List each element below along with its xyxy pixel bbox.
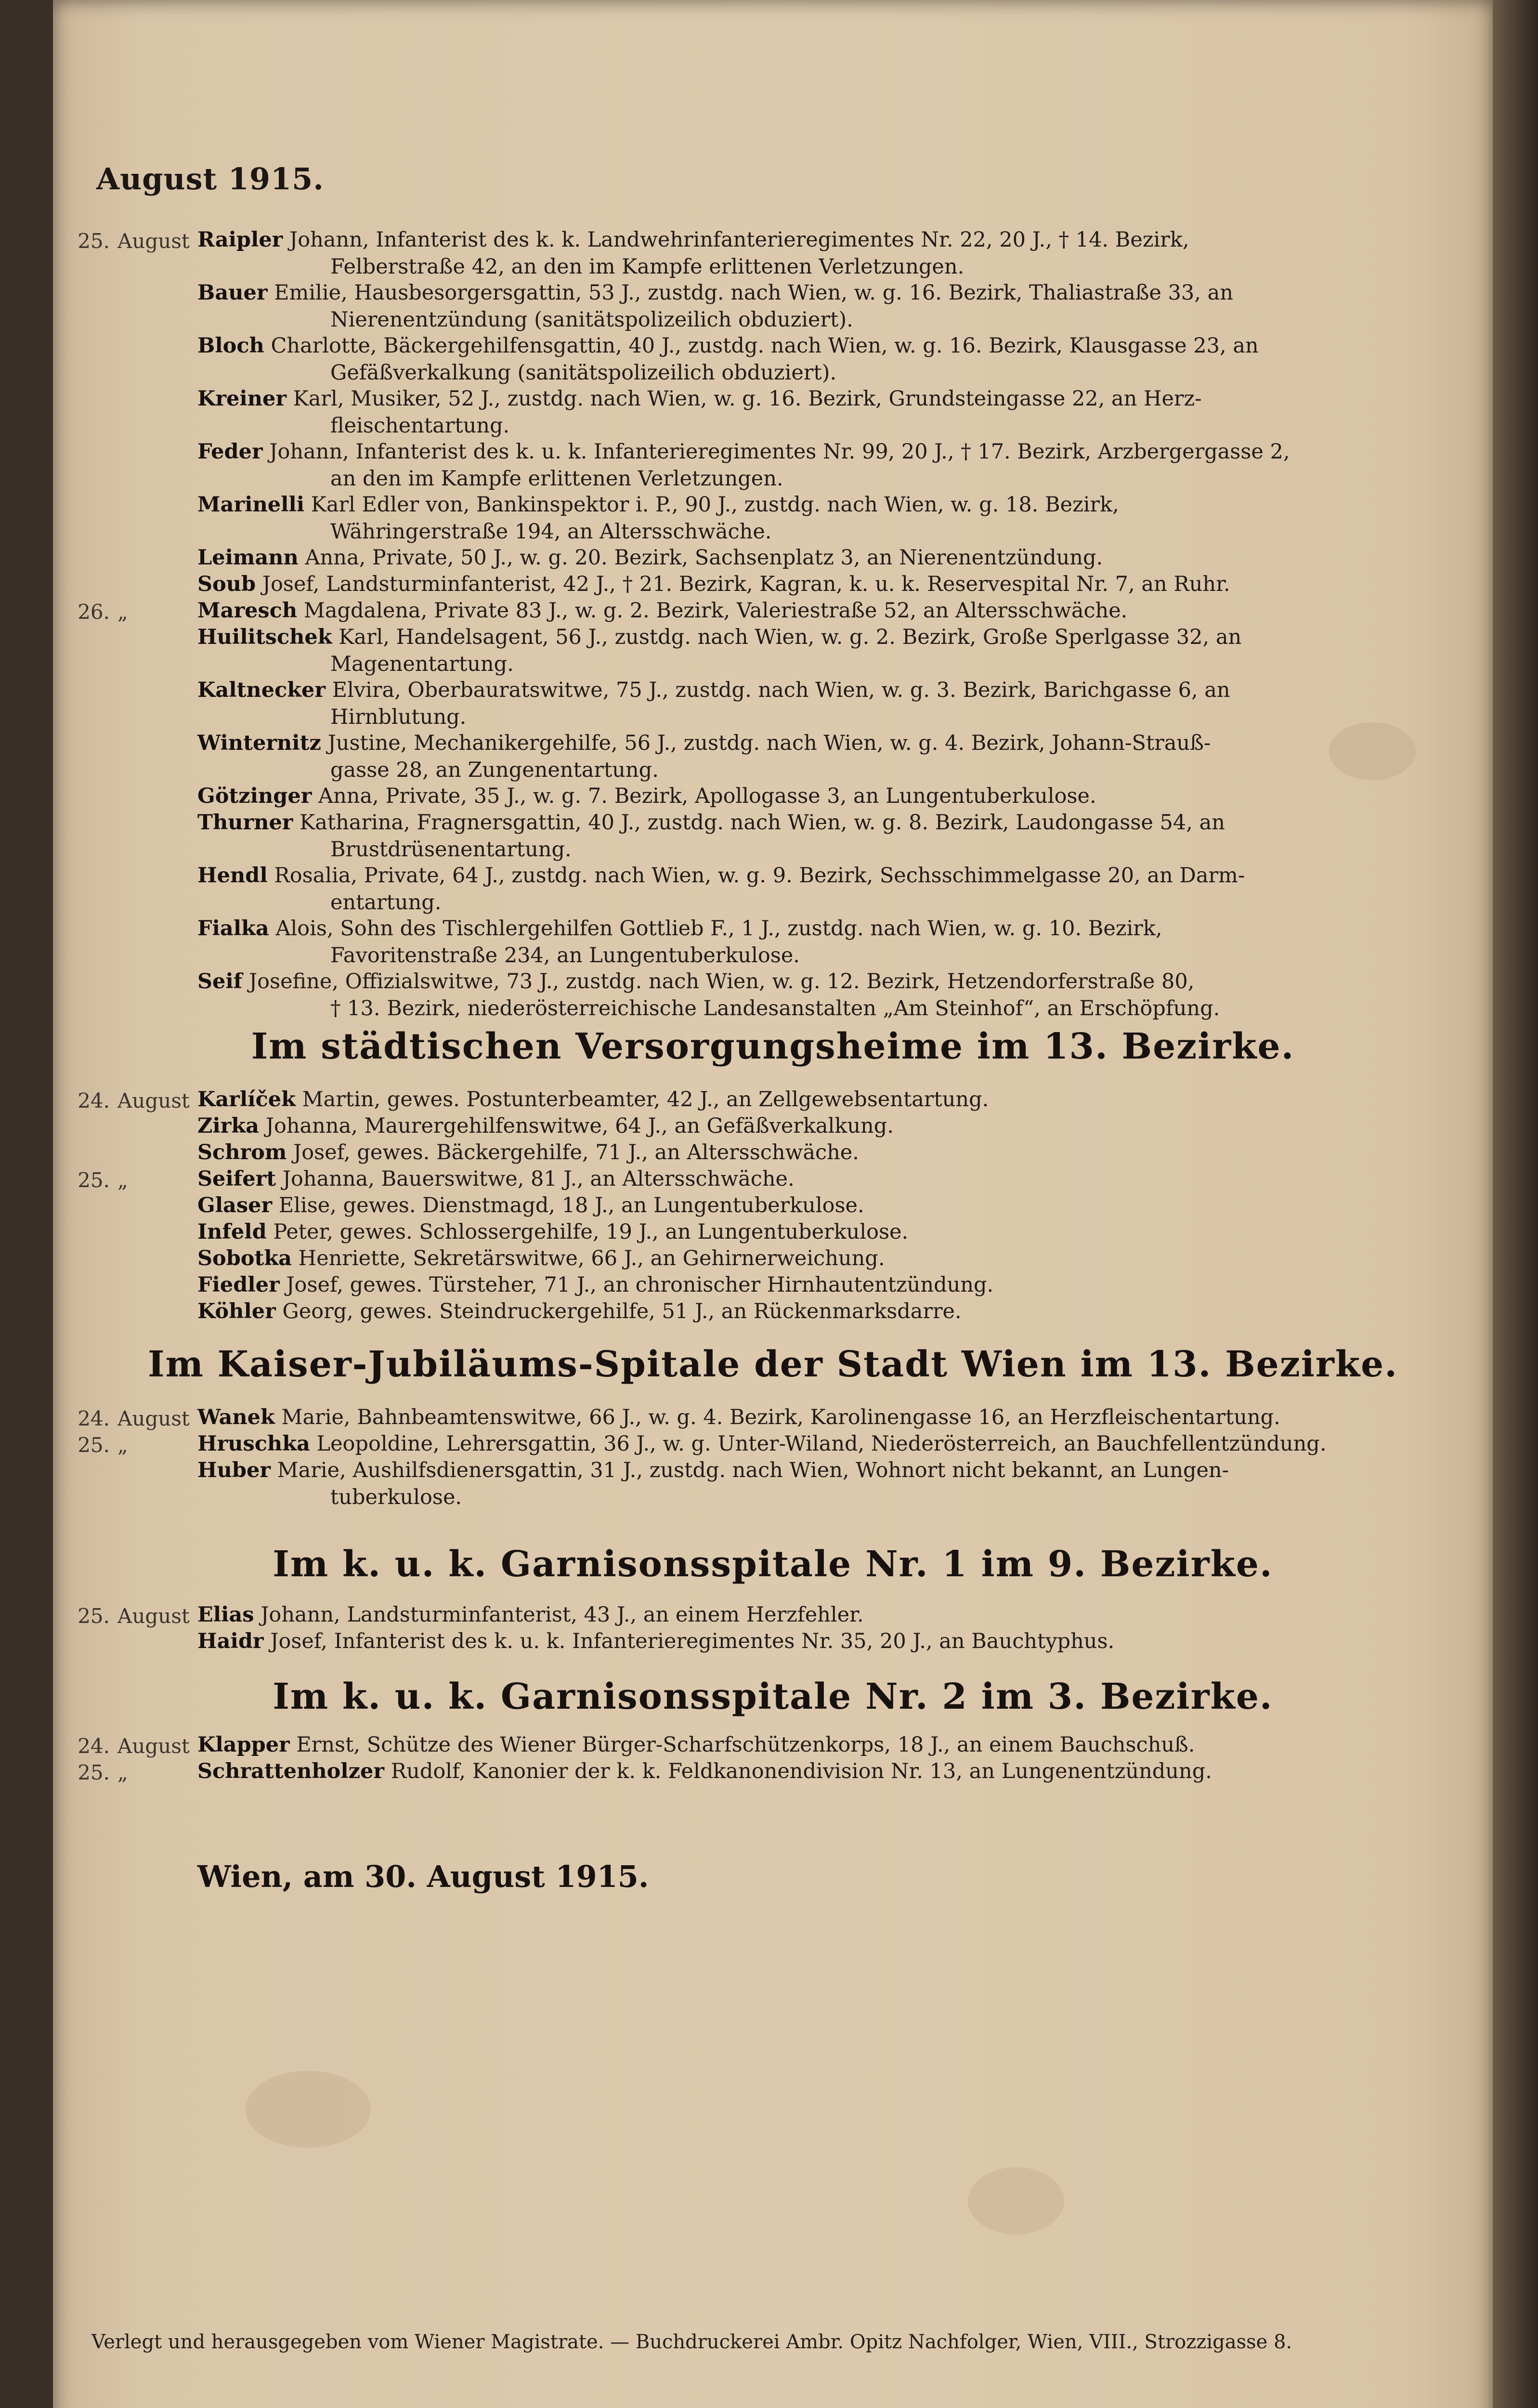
entry-date bbox=[76, 494, 117, 518]
entry-text bbox=[197, 332, 1411, 386]
newspaper-page bbox=[53, 0, 1493, 2408]
entry-text bbox=[197, 1457, 1411, 1511]
entry-text bbox=[197, 862, 1411, 916]
entry-line-2: an den im Kampfe erlittenen Verletzungen. bbox=[330, 467, 783, 491]
entry-surname: Hruschka bbox=[197, 1432, 310, 1456]
entry-text bbox=[197, 1165, 1411, 1192]
entry-first-line bbox=[197, 784, 1096, 808]
entry-first-line bbox=[197, 440, 1290, 464]
entry-text bbox=[197, 968, 1411, 1022]
entry-surname: Wanek bbox=[197, 1405, 275, 1429]
entry-date-month: „ bbox=[117, 1433, 128, 1457]
entry-first-line bbox=[197, 1458, 1229, 1482]
entry-surname: Maresch bbox=[197, 599, 298, 623]
entry-text bbox=[197, 624, 1411, 678]
imprint-footer: Verlegt und herausgegeben vom Wiener Magistrate. — Buchdruckerei Ambr. Opitz Nachfolger, Wien, VIII., Strozzigasse 8. bbox=[91, 2331, 1292, 2353]
page-header: August 1915. bbox=[96, 161, 324, 196]
entry-text bbox=[197, 438, 1411, 492]
entry-first-line bbox=[197, 334, 1259, 358]
entry-text bbox=[197, 544, 1411, 571]
entry-line-2: gasse 28, an Zungenentartung. bbox=[330, 758, 659, 782]
entry-first-line bbox=[197, 811, 1225, 835]
entry-surname: Infeld bbox=[197, 1220, 267, 1244]
entry-surname: Karlíček bbox=[197, 1087, 296, 1112]
entry-text bbox=[197, 677, 1411, 731]
entry-line-1: Karl, Musiker, 52 J., zustdg. nach Wien, w. g. 16. Bezirk, Grundsteingasse 22, an Herz- bbox=[293, 387, 1202, 411]
entry-line-2: fleischentartung. bbox=[330, 414, 510, 438]
entry-line-1: Peter, gewes. Schlossergehilfe, 19 J., an Lungentuberkulose. bbox=[273, 1220, 909, 1244]
entry-line-1: Katharina, Fragnersgattin, 40 J., zustdg. nach Wien, w. g. 8. Bezirk, Laudongasse 54, an bbox=[300, 811, 1225, 835]
entry-line-2: Währingerstraße 194, an Altersschwäche. bbox=[330, 520, 772, 544]
entry-line-1: Rudolf, Kanonier der k. k. Feldkanonendivision Nr. 13, an Lungenentzündung. bbox=[391, 1759, 1212, 1783]
entry-text bbox=[197, 1271, 1411, 1298]
entry-surname: Zirka bbox=[197, 1114, 260, 1138]
entry-first-line bbox=[197, 1603, 864, 1627]
entry-first-line bbox=[197, 1220, 908, 1244]
entry-line-1: Rosalia, Private, 64 J., zustdg. nach Wien, w. g. 9. Bezirk, Sechsschimmelgasse 20, an Darm- bbox=[274, 864, 1245, 888]
entry-date bbox=[76, 388, 117, 412]
entry-first-line bbox=[197, 493, 1119, 517]
entry-surname: Bloch bbox=[197, 334, 264, 358]
entry-text bbox=[197, 1731, 1411, 1758]
entry-surname: Soub bbox=[197, 572, 256, 596]
entry-text bbox=[197, 226, 1411, 280]
entry-text bbox=[197, 915, 1411, 969]
entry-first-line bbox=[197, 281, 1233, 305]
entry-line-1: Josef, gewes. Türsteher, 71 J., an chronischer Hirnhautentzündung. bbox=[286, 1273, 994, 1297]
entry-date bbox=[76, 812, 117, 836]
entry-surname: Seif bbox=[197, 969, 243, 994]
entry-line-1: Magdalena, Private 83 J., w. g. 2. Bezirk, Valeriestraße 52, an Altersschwäche. bbox=[303, 599, 1128, 623]
entry-surname: Sobotka bbox=[197, 1246, 292, 1270]
entry-line-1: Martin, gewes. Postunterbeamter, 42 J., an Zellgewebsentartung. bbox=[302, 1087, 989, 1112]
entry-surname: Winternitz bbox=[197, 731, 321, 755]
entry-date-day: 26. bbox=[78, 600, 110, 624]
entry-date bbox=[76, 918, 117, 942]
entry-line-1: Elise, gewes. Dienstmagd, 18 J., an Lungentuberkulose. bbox=[278, 1193, 864, 1217]
entry-first-line bbox=[197, 1273, 993, 1297]
entry-date bbox=[76, 547, 117, 571]
entry-first-line bbox=[197, 969, 1194, 994]
entry-line-1: Johann, Infanterist des k. u. k. Infanterieregimentes Nr. 99, 20 J., † 17. Bezirk, Arzbergergasse 2, bbox=[269, 440, 1290, 464]
entry-text bbox=[197, 279, 1411, 333]
entry-text bbox=[197, 783, 1411, 810]
entry-surname: Elias bbox=[197, 1603, 254, 1627]
entry-line-1: Emilie, Hausbesorgersgattin, 53 J., zustdg. nach Wien, w. g. 16. Bezirk, Thaliastraße 33, an bbox=[274, 281, 1233, 305]
entry-line-1: Elvira, Oberbauratswitwe, 75 J., zustdg. nach Wien, w. g. 3. Bezirk, Barichgasse 6, an bbox=[332, 678, 1230, 702]
entry-date bbox=[76, 229, 190, 253]
entry-date-day: 25. bbox=[78, 229, 110, 253]
entry-line-1: Anna, Private, 50 J., w. g. 20. Bezirk, Sachsenplatz 3, an Nierenentzündung. bbox=[305, 546, 1103, 570]
entry-date bbox=[76, 733, 117, 756]
entry-date bbox=[76, 1221, 117, 1245]
entry-first-line bbox=[197, 864, 1245, 888]
entry-text bbox=[197, 1758, 1411, 1785]
entry-date bbox=[76, 1460, 117, 1483]
entry-date bbox=[76, 441, 117, 465]
entry-line-1: Henriette, Sekretärswitwe, 66 J., an Gehirnerweichung. bbox=[298, 1246, 885, 1270]
entry-date bbox=[76, 1761, 128, 1784]
entry-date-day: 25. bbox=[78, 1761, 110, 1784]
entry-date bbox=[76, 1604, 190, 1628]
entry-line-1: Marie, Bahnbeamtenswitwe, 66 J., w. g. 4. Bezirk, Karolinengasse 16, an Herzfleischentartung. bbox=[281, 1405, 1280, 1429]
entry-date bbox=[76, 1274, 117, 1298]
entry-date-month: „ bbox=[117, 1168, 128, 1192]
entry-line-1: Alois, Sohn des Tischlergehilfen Gottlieb F., 1 J., zustdg. nach Wien, w. g. 10. Bezirk, bbox=[275, 916, 1162, 941]
entry-line-1: Josef, Infanterist des k. u. k. Infanterieregimentes Nr. 35, 20 J., an Bauchtyphus. bbox=[270, 1629, 1115, 1653]
entry-date-day: 25. bbox=[78, 1604, 110, 1628]
entry-text bbox=[197, 1192, 1411, 1219]
entry-date bbox=[76, 1631, 117, 1654]
entry-date-month: August bbox=[117, 1407, 190, 1430]
entry-first-line bbox=[197, 625, 1241, 649]
entry-first-line bbox=[197, 1193, 864, 1217]
entry-first-line bbox=[197, 1405, 1280, 1429]
entry-surname: Seifert bbox=[197, 1167, 276, 1191]
entry-surname: Kaltnecker bbox=[197, 678, 326, 702]
entry-line-1: Justine, Mechanikergehilfe, 56 J., zustdg. nach Wien, w. g. 4. Bezirk, Johann-Strauß- bbox=[327, 731, 1211, 755]
entry-text bbox=[197, 1404, 1411, 1431]
entry-surname: Kreiner bbox=[197, 387, 287, 411]
entry-date bbox=[76, 627, 117, 650]
entry-line-1: Josefine, Offizialswitwe, 73 J., zustdg. nach Wien, w. g. 12. Bezirk, Hetzendorferstraße 80, bbox=[248, 969, 1195, 994]
entry-line-1: Leopoldine, Lehrersgattin, 36 J., w. g. Unter-Wiland, Niederösterreich, an Bauchfellentzündung. bbox=[316, 1432, 1327, 1456]
entry-surname: Glaser bbox=[197, 1193, 273, 1217]
entry-line-2: entartung. bbox=[330, 890, 442, 915]
entry-surname: Bauer bbox=[197, 281, 268, 305]
entry-line-1: Josef, gewes. Bäckergehilfe, 71 J., an Altersschwäche. bbox=[293, 1140, 859, 1165]
entry-first-line bbox=[197, 1114, 894, 1138]
entry-date bbox=[76, 282, 117, 306]
entry-surname: Haidr bbox=[197, 1629, 264, 1653]
entry-date bbox=[76, 1168, 128, 1192]
entry-first-line bbox=[197, 387, 1202, 411]
entry-line-1: Marie, Aushilfsdienersgattin, 31 J., zustdg. nach Wien, Wohnort nicht bekannt, an Lungen- bbox=[277, 1458, 1229, 1482]
entry-surname: Köhler bbox=[197, 1299, 276, 1323]
entry-text bbox=[197, 1245, 1411, 1272]
entry-date bbox=[76, 574, 117, 597]
entry-text bbox=[197, 491, 1411, 545]
entry-first-line bbox=[197, 1087, 989, 1112]
entry-first-line bbox=[197, 678, 1230, 702]
entry-text bbox=[197, 1139, 1411, 1166]
entry-first-line bbox=[197, 228, 1189, 252]
entry-line-2: Felberstraße 42, an den im Kampfe erlittenen Verletzungen. bbox=[330, 255, 965, 279]
entry-date-day: 24. bbox=[78, 1089, 110, 1112]
section-heading-versorgungsheim: Im städtischen Versorgungsheime im 13. Bezirke. bbox=[251, 1026, 1295, 1067]
entry-first-line bbox=[197, 1140, 859, 1165]
entry-date-month: „ bbox=[117, 600, 128, 624]
entry-surname: Huilitschek bbox=[197, 625, 332, 649]
entry-text bbox=[197, 571, 1411, 598]
entry-first-line bbox=[197, 546, 1103, 570]
entry-date-month: August bbox=[117, 1604, 190, 1628]
entry-surname: Marinelli bbox=[197, 493, 305, 517]
entry-line-1: Johann, Infanterist des k. k. Landwehrinfanterieregimentes Nr. 22, 20 J., † 14. Bezirk, bbox=[289, 228, 1189, 252]
entry-date bbox=[76, 1407, 190, 1430]
entry-line-2: † 13. Bezirk, niederösterreichische Landesanstalten „Am Steinhof“, an Erschöpfung. bbox=[330, 996, 1220, 1021]
entry-text bbox=[197, 1218, 1411, 1245]
entry-line-2: Nierenentzündung (sanitätspolizeilich obduziert). bbox=[330, 308, 853, 332]
entry-line-1: Johanna, Bauerswitwe, 81 J., an Altersschwäche. bbox=[282, 1167, 795, 1191]
entry-line-1: Johann, Landsturminfanterist, 43 J., an einem Herzfehler. bbox=[261, 1603, 864, 1627]
entry-first-line bbox=[197, 731, 1211, 755]
entry-first-line bbox=[197, 1733, 1195, 1757]
entry-date bbox=[76, 971, 117, 995]
entry-text bbox=[197, 809, 1411, 863]
entry-first-line bbox=[197, 1299, 962, 1323]
entry-date-day: 24. bbox=[78, 1734, 110, 1758]
closing-date: Wien, am 30. August 1915. bbox=[197, 1859, 649, 1894]
entry-text bbox=[197, 730, 1411, 784]
entry-line-1: Karl, Handelsagent, 56 J., zustdg. nach Wien, w. g. 2. Bezirk, Große Sperlgasse 32, an bbox=[339, 625, 1242, 649]
entry-text bbox=[197, 1628, 1411, 1655]
entry-date bbox=[76, 600, 128, 624]
entry-first-line bbox=[197, 1759, 1212, 1783]
entry-date-month: „ bbox=[117, 1761, 128, 1784]
entry-date bbox=[76, 1089, 190, 1112]
entry-surname: Feder bbox=[197, 440, 263, 464]
entry-surname: Fiedler bbox=[197, 1273, 280, 1297]
entry-date bbox=[76, 680, 117, 703]
entry-date bbox=[76, 1142, 117, 1165]
entry-first-line bbox=[197, 1167, 795, 1191]
entry-surname: Fialka bbox=[197, 916, 269, 941]
entry-line-1: Ernst, Schütze des Wiener Bürger-Scharfschützenkorps, 18 J., an einem Bauchschuß. bbox=[296, 1733, 1195, 1757]
entry-date bbox=[76, 1195, 117, 1218]
entry-text bbox=[197, 1086, 1411, 1113]
entry-date-day: 25. bbox=[78, 1433, 110, 1457]
entry-date bbox=[76, 1301, 117, 1324]
entry-first-line bbox=[197, 1629, 1114, 1653]
entry-surname: Thurner bbox=[197, 811, 293, 835]
entry-line-2: tuberkulose. bbox=[330, 1485, 462, 1509]
entry-first-line bbox=[197, 572, 1230, 596]
entry-date-month: August bbox=[117, 1734, 190, 1758]
entry-first-line bbox=[197, 599, 1127, 623]
entry-date bbox=[76, 1433, 128, 1457]
entry-line-1: Johanna, Maurergehilfenswitwe, 64 J., an Gefäßverkalkung. bbox=[265, 1114, 894, 1138]
entry-surname: Schrom bbox=[197, 1140, 287, 1165]
entry-surname: Huber bbox=[197, 1458, 271, 1482]
entry-date-month: August bbox=[117, 229, 190, 253]
entry-text bbox=[197, 1112, 1411, 1139]
entry-line-2: Gefäßverkalkung (sanitätspolizeilich obduziert). bbox=[330, 361, 837, 385]
entry-text bbox=[197, 1298, 1411, 1325]
entry-text bbox=[197, 597, 1411, 624]
entry-first-line bbox=[197, 1432, 1327, 1456]
entry-date bbox=[76, 785, 117, 809]
entry-date bbox=[76, 1734, 190, 1758]
entry-text bbox=[197, 1430, 1411, 1457]
entry-first-line bbox=[197, 916, 1162, 941]
entry-line-2: Hirnblutung. bbox=[330, 705, 467, 729]
entry-line-2: Favoritenstraße 234, an Lungentuberkulose. bbox=[330, 943, 800, 968]
entry-line-1: Josef, Landsturminfanterist, 42 J., † 21. Bezirk, Kagran, k. u. k. Reservespital Nr. 7, an Ruhr. bbox=[262, 572, 1230, 596]
entry-line-2: Brustdrüsenentartung. bbox=[330, 838, 572, 862]
entry-surname: Klapper bbox=[197, 1733, 290, 1757]
entry-line-1: Karl Edler von, Bankinspektor i. P., 90 J., zustdg. nach Wien, w. g. 18. Bezirk, bbox=[311, 493, 1119, 517]
entry-date bbox=[76, 1115, 117, 1139]
entry-date bbox=[76, 865, 117, 889]
book-edge bbox=[1493, 0, 1538, 2408]
entry-first-line bbox=[197, 1246, 885, 1270]
entry-date bbox=[76, 1248, 117, 1271]
section-heading-garnisonsspital-1: Im k. u. k. Garnisonsspitale Nr. 1 im 9. Bezirke. bbox=[273, 1544, 1273, 1585]
section-heading-garnisonsspital-2: Im k. u. k. Garnisonsspitale Nr. 2 im 3. Bezirke. bbox=[273, 1676, 1273, 1717]
entry-date-day: 24. bbox=[78, 1407, 110, 1430]
entry-text bbox=[197, 1601, 1411, 1628]
entry-surname: Götzinger bbox=[197, 784, 312, 808]
entry-line-2: Magenentartung. bbox=[330, 652, 514, 676]
entry-date bbox=[76, 335, 117, 359]
entry-line-1: Anna, Private, 35 J., w. g. 7. Bezirk, Apollogasse 3, an Lungentuberkulose. bbox=[318, 784, 1096, 808]
entry-surname: Raipler bbox=[197, 228, 283, 252]
entry-date-day: 25. bbox=[78, 1168, 110, 1192]
entry-surname: Schrattenholzer bbox=[197, 1759, 385, 1783]
entry-line-1: Charlotte, Bäckergehilfensgattin, 40 J., zustdg. nach Wien, w. g. 16. Bezirk, Klausgasse 23, an bbox=[271, 334, 1259, 358]
section-heading-kaiser-jubilaeums-spital: Im Kaiser-Jubiläums-Spitale der Stadt Wien im 13. Bezirke. bbox=[147, 1344, 1398, 1385]
entry-line-1: Georg, gewes. Steindruckergehilfe, 51 J., an Rückenmarksdarre. bbox=[282, 1299, 962, 1323]
entry-text bbox=[197, 385, 1411, 439]
entry-surname: Leimann bbox=[197, 546, 299, 570]
entry-surname: Hendl bbox=[197, 864, 268, 888]
entry-date-month: August bbox=[117, 1089, 190, 1112]
